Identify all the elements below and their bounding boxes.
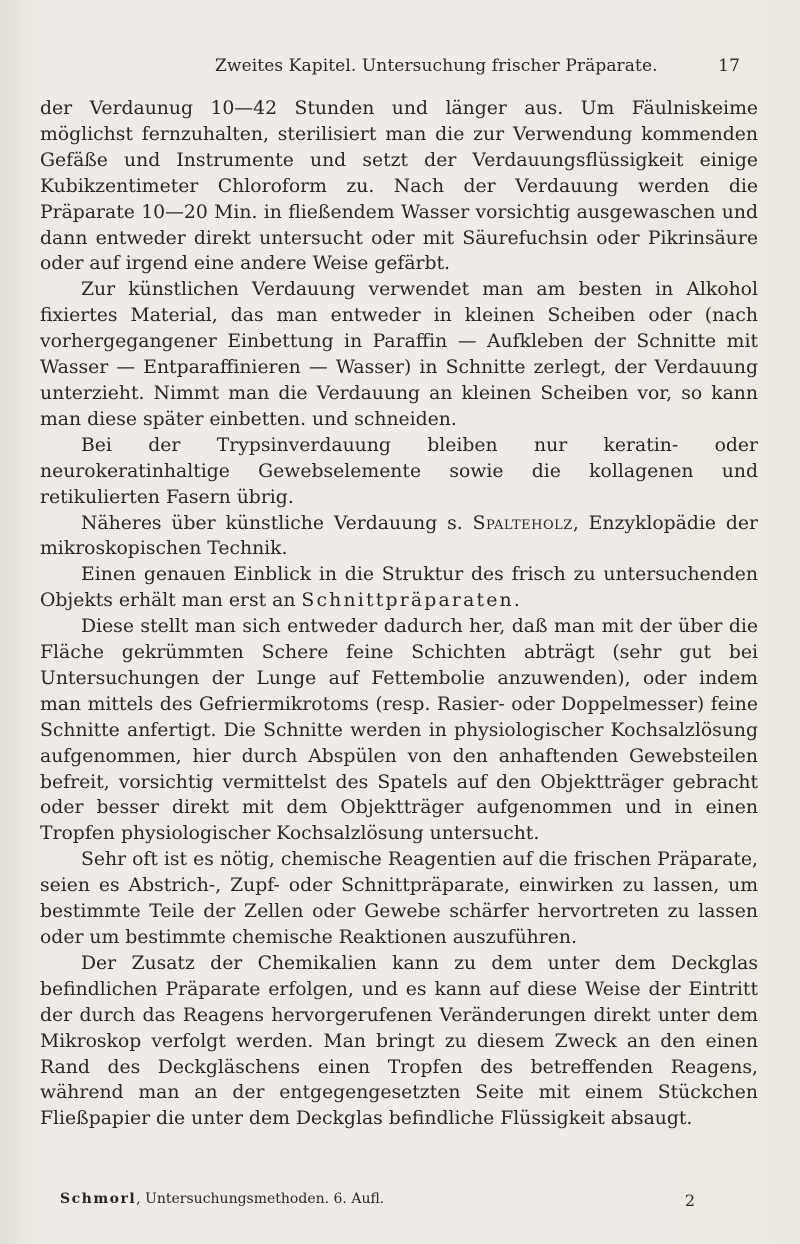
footer-author: Schmorl — [60, 1191, 137, 1207]
footer-book: , Untersuchungsmethoden. 6. Aufl. — [136, 1191, 385, 1207]
paragraph-text: Näheres über künstliche Verdauung s. — [81, 512, 473, 534]
signature-mark: 2 — [684, 1191, 695, 1210]
paragraph — [40, 562, 758, 614]
paragraph — [40, 511, 758, 563]
chapter-title: Zweites Kapitel. Untersuchung frischer Präparate. — [215, 56, 658, 76]
paragraph: Der Zusatz der Chemikalien kann zu dem unter dem Deckglas befindlichen Präparate erfolgen, und es kann auf diese Weise der Eintritt der durch das Reagens hervorgerufenen Veränderungen direkt unter dem Mikroskop verfolgt werden. Man bringt zu diesem Zweck an den einen Rand des Deckgläschens einen Tropfen des betreffenden Reagens, während man an der entgegengesetzten Seite mit einem Stückchen Fließpapier die unter dem Deckglas befindliche Flüssigkeit absaugt. — [40, 952, 758, 1130]
paragraph-text: Einen genauen Einblick in die Struktur des frisch zu untersuchenden Objekts erhält man erst an — [40, 564, 758, 612]
author-name: Spalteholz — [472, 512, 573, 534]
paragraph: Sehr oft ist es nötig, chemische Reagentien auf die frischen Präparate, seien es Abstrich-, Zupf- oder Schnittpräparate, einwirken zu lassen, um bestimmte Teile der Zellen oder Gewebe schärfer hervortreten zu lassen oder um bestimmte chemische Reaktionen auszuführen. — [40, 849, 758, 948]
page-number: 17 — [718, 56, 740, 76]
running-header — [40, 56, 760, 86]
paragraph: Bei der Trypsinverdauung bleiben nur keratin- oder neurokeratinhaltige Gewebselemente sowie die kollagenen und retikulierten Fasern übrig. — [40, 434, 758, 508]
paragraph: der Verdaunug 10—42 Stunden und länger aus. Um Fäulniskeime möglichst fernzuhalten, sterilisiert man die zur Verwendung kommenden Gefäße und Instrumente und setzt der Verdauungsflüssigkeit einige Kubikzentimeter Chloroform zu. Nach der Verdauung werden die Präparate 10—20 Min. in fließendem Wasser vorsichtig ausgewaschen und dann entweder direkt untersucht oder mit Säurefuchsin oder Pikrinsäure oder auf irgend eine andere Weise gefärbt. — [40, 98, 758, 275]
paragraph-text: , Enzyklopädie der mikroskopischen Technik. — [40, 512, 758, 560]
footer — [60, 1191, 740, 1213]
paragraph: Diese stellt man sich entweder dadurch her, daß man mit der über die Fläche gekrümmten Schere feine Schichten abträgt (sehr gut bei Untersuchungen der Lunge auf Fettembolie anzuwenden), oder indem man mittels des Gefriermikrotoms (resp. Rasier- oder Doppelmesser) feine Schnitte anfertigt. Die Schnitte werden in physiologischer Kochsalzlösung aufgenommen, hier durch Abspülen von den anhaftenden Gewebsteilen befreit, vorsichtig vermittelst des Spatels auf den Objektträger gebracht oder besser direkt mit dem Objektträger aufgenommen und in einen Tropfen physiologischer Kochsalzlösung untersucht. — [40, 616, 758, 845]
spaced-term: Schnittpräparaten. — [301, 590, 522, 612]
bibliographic-note — [60, 1191, 384, 1207]
body-text — [40, 96, 758, 1132]
paragraph: Zur künstlichen Verdauung verwendet man am besten in Alkohol fixiertes Material, das man entweder in kleinen Scheiben oder (nach vorhergegangener Einbettung in Paraffin — Aufkleben der Schnitte mit Wasser — Entparaffinieren — Wasser) in Schnitte zerlegt, der Verdauung unterzieht. Nimmt man die Verdauung an kleinen Scheiben vor, so kann man diese später einbetten. und schneiden. — [40, 279, 758, 430]
